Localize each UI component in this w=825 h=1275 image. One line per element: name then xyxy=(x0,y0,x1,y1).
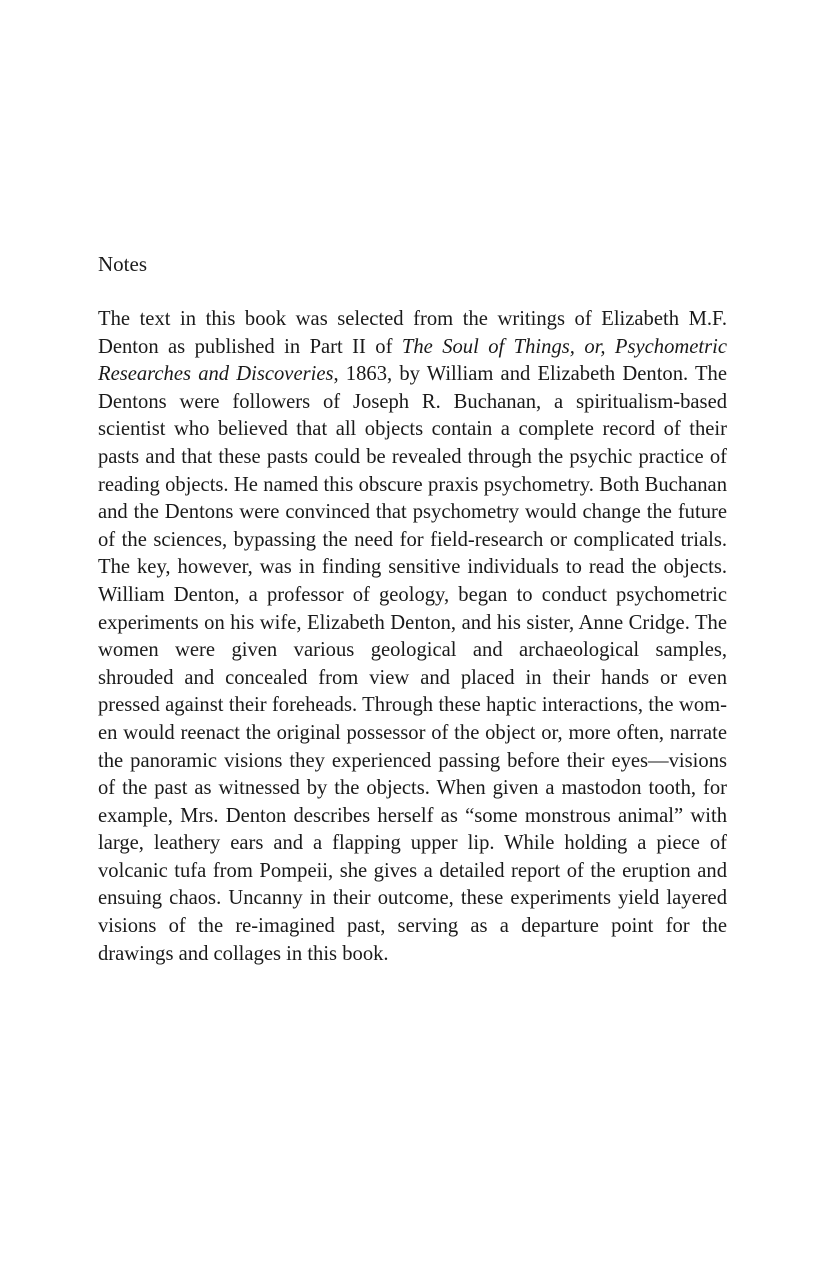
notes-paragraph xyxy=(98,306,727,968)
notes-page xyxy=(98,250,727,968)
paragraph-text-part2: , 1863, by William and Elizabeth Denton. The Dentons were followers of Joseph R. Buchanan, a spiritualism-based scientist who believed that all objects contain a complete record of their pasts and that these pasts could be revealed through the psychic practice of reading objects. He named this obscure praxis psychometry. Both Buchanan and the Dentons were convinced that psychometry would change the future of the sciences, bypassing the need for field-research or complicated trials. The key, however, was in finding sensitive individuals to read the objects. William Denton, a professor of geology, began to conduct psychometric experiments on his wife, Elizabeth Denton, and his sister, Anne Cridge. The women were given various geological and archaeological samples, shrouded and concealed from view and placed in their hands or even pressed against their foreheads. Through these haptic interactions, the women would reenact the original possessor of the object or, more often, narrate the panoramic visions they experienced passing before their eyes—visions of the past as witnessed by the objects. When given a mastodon tooth, for example, Mrs. Denton describes herself as “some monstrous animal” with large, leathery ears and a flapping upper lip. While holding a piece of volcanic tufa from Pompeii, she gives a detailed report of the eruption and ensuing chaos. Uncanny in their outcome, these experiments yield layered visions of the re-imagined past, serving as a departure point for the drawings and collages in this book. xyxy=(98,363,727,965)
paragraph-text-part1: The text in this book was selected from the writings of Elizabeth M.F. Denton as published in Part II of xyxy=(98,308,727,358)
book-title: The Soul of Things, or, Psychometric Researches and Discoveries xyxy=(98,335,728,386)
page-heading: Notes xyxy=(98,252,147,276)
